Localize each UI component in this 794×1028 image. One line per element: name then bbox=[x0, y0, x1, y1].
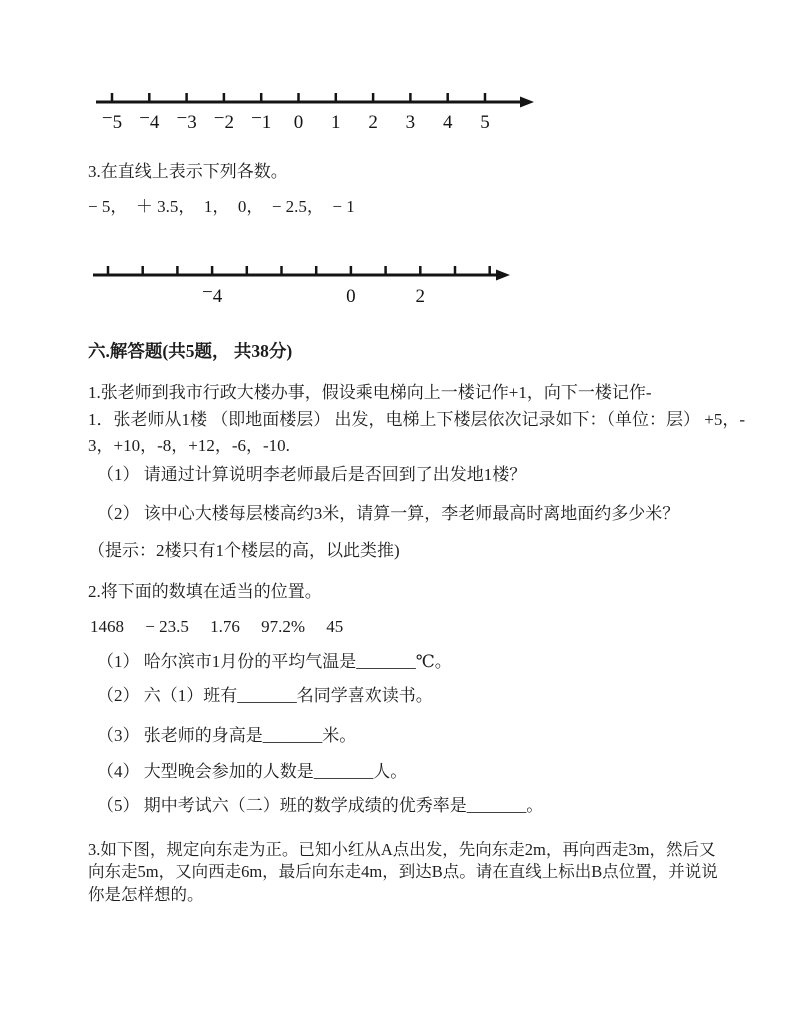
section-six-heading: 六.解答题(共5题， 共38分) bbox=[88, 341, 293, 361]
numberline-top-figure bbox=[88, 84, 550, 134]
q2-blank-item-5: （5） 期中考试六（二）班的数学成绩的优秀率是_______。 bbox=[97, 796, 544, 815]
q1-line-1: 1.张老师到我市行政大楼办事，假设乘电梯向上一楼记作+1，向下一楼记作- bbox=[88, 383, 652, 402]
numberline-bottom-figure bbox=[88, 256, 530, 308]
q2-blank-item-1: （1） 哈尔滨市1月份的平均气温是_______℃。 bbox=[97, 652, 452, 671]
svg-text:0: 0 bbox=[293, 112, 304, 133]
svg-text:2: 2 bbox=[368, 112, 378, 133]
svg-text:1: 1 bbox=[331, 112, 341, 133]
q3-line-1: 3.如下图，规定向东走为正。已知小红从A点出发，先向东走2m，再向西走3m，然后又 bbox=[88, 840, 716, 859]
q2-blank-item-2: （2） 六（1）班有_______名同学喜欢读书。 bbox=[97, 686, 433, 705]
svg-text:−3: −3 bbox=[176, 108, 197, 133]
svg-text:4: 4 bbox=[442, 112, 453, 133]
svg-text:0: 0 bbox=[346, 286, 356, 307]
q1-line-3: 3，+10，-8，+12，-6，-10. bbox=[88, 436, 290, 455]
q1-line-2: 1．张老师从1楼 （即地面楼层） 出发，电梯上下楼层依次记录如下：（单位：层） +5，- bbox=[88, 410, 745, 429]
svg-text:3: 3 bbox=[405, 112, 416, 133]
svg-text:−4: −4 bbox=[201, 282, 223, 307]
q2-title: 2.将下面的数填在适当的位置。 bbox=[88, 582, 322, 601]
q3-line-3: 你是怎样想的。 bbox=[88, 885, 204, 904]
q1-subquestion-1: （1） 请通过计算说明李老师最后是否回到了出发地1楼？ bbox=[97, 465, 527, 484]
svg-text:5: 5 bbox=[480, 112, 490, 133]
svg-text:2: 2 bbox=[415, 286, 426, 307]
q3-line-2: 向东走5m，又向西走6m，最后向东走4m，到达B点。请在直线上标出B点位置，并说说 bbox=[88, 862, 718, 881]
svg-text:−4: −4 bbox=[139, 108, 160, 133]
svg-text:−1: −1 bbox=[251, 108, 272, 133]
q1-subquestion-2: （2） 该中心大楼每层楼高约3米，请算一算，李老师最高时离地面约多少米？ bbox=[97, 504, 680, 523]
svg-text:−5: −5 bbox=[101, 108, 123, 133]
q1-hint: （提示：2楼只有1个楼层的高，以此类推) bbox=[88, 541, 400, 560]
svg-text:−2: −2 bbox=[213, 108, 235, 133]
q2-blank-item-3: （3） 张老师的身高是_______米。 bbox=[97, 726, 357, 745]
plot-question-title: 3.在直线上表示下列各数。 bbox=[88, 162, 288, 181]
q2-blank-item-4: （4） 大型晚会参加的人数是_______人。 bbox=[97, 762, 408, 781]
q2-number-bank: 1468 − 23.5 1.76 97.2% 45 bbox=[90, 617, 344, 636]
plot-question-numbers: − 5， ＋ 3.5， 1， 0， − 2.5， − 1 bbox=[88, 197, 355, 216]
